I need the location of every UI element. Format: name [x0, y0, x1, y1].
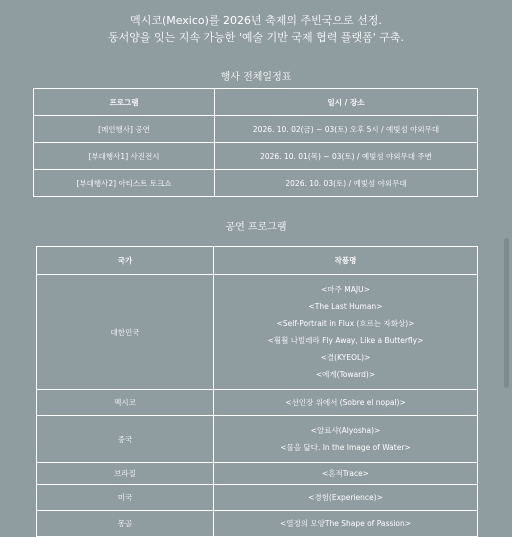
table-row [34, 116, 478, 143]
work-title: <The Last Human> [308, 302, 383, 311]
work-title: <열정의 모양The Shape of Passion> [279, 519, 411, 528]
works-cell [214, 485, 478, 511]
table-row [37, 390, 478, 416]
works-cell [214, 463, 478, 485]
work-title: <알료샤(Alyosha)> [310, 426, 381, 435]
work-title: <흔적Trace> [322, 469, 369, 478]
country-cell: 대한민국 [37, 275, 214, 390]
datetime-cell: 2026. 10. 03(토) / 예빛섬 야외무대 [215, 170, 478, 197]
program-cell: [부대행사2] 아티스트 토크쇼 [34, 170, 215, 197]
table-row [37, 416, 478, 463]
header-country: 국가 [37, 247, 214, 275]
scrollbar[interactable] [502, 0, 511, 512]
works-cell [214, 416, 478, 463]
work-title: <Self-Portrait in Flux (흐르는 자화상)> [276, 319, 415, 328]
table-row [37, 485, 478, 511]
intro-text [0, 12, 512, 46]
work-title: <마주 MAJU> [321, 285, 370, 294]
work-title: <훨훨 나빌레라 Fly Away, Like a Butterfly> [267, 336, 424, 345]
country-cell: 미국 [37, 485, 214, 511]
work-title: <결(KYEOL)> [320, 353, 371, 362]
performance-title: 공연 프로그램 [225, 222, 287, 233]
table-row [37, 275, 478, 390]
datetime-cell: 2026. 10. 02(금) ~ 03(토) 오후 5시 / 예빛섬 야외무대 [215, 116, 478, 143]
schedule-title: 행사 전체일정표 [220, 72, 292, 83]
country-cell: 중국 [37, 416, 214, 463]
table-row [37, 463, 478, 485]
header-works: 작품명 [214, 247, 478, 275]
header-datetime: 일시 / 장소 [215, 89, 478, 116]
header-program: 프로그램 [34, 89, 215, 116]
work-title: <에게(Toward)> [315, 370, 376, 379]
work-title: <경험(Experience)> [308, 493, 383, 502]
performance-table [36, 246, 478, 537]
country-cell: 멕시코 [37, 390, 214, 416]
table-header-row [34, 89, 478, 116]
country-cell: 몽골 [37, 511, 214, 537]
program-cell: [메인행사] 공연 [34, 116, 215, 143]
works-cell [214, 390, 478, 416]
table-row [34, 143, 478, 170]
table-row [37, 511, 478, 537]
intro-line-1: 멕시코(Mexico)를 2026년 축제의 주빈국으로 선정. [130, 14, 382, 27]
schedule-table [33, 88, 478, 197]
datetime-cell: 2026. 10. 01(목) ~ 03(토) / 예빛섬 야외무대 주변 [215, 143, 478, 170]
table-row [34, 170, 478, 197]
program-cell: [부대행사1] 사진전시 [34, 143, 215, 170]
intro-line-2: 동서양을 잇는 지속 가능한 '예술 기반 국제 협력 플랫폼' 구축. [107, 31, 405, 44]
works-cell [214, 511, 478, 537]
work-title: <선인장 위에서 (Sobre el nopal)> [285, 398, 406, 407]
country-cell: 브라질 [37, 463, 214, 485]
scrollbar-thumb[interactable] [504, 238, 509, 388]
works-cell [214, 275, 478, 390]
table-header-row [37, 247, 478, 275]
work-title: <물을 닮다. In the Image of Water> [280, 443, 411, 452]
